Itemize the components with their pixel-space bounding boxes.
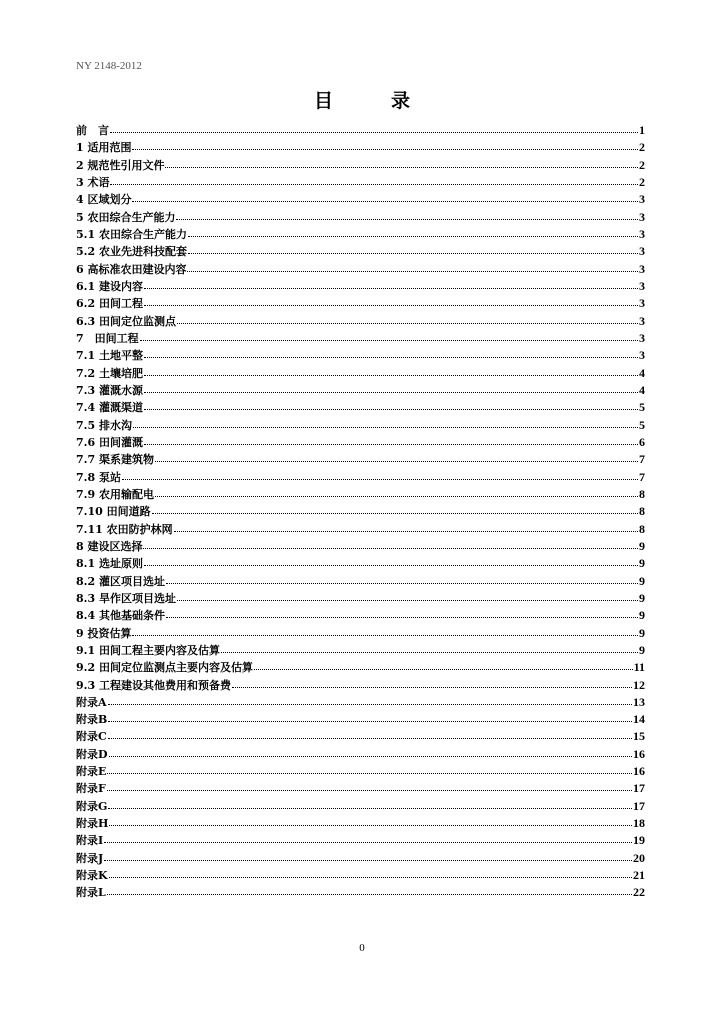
toc-leader-dots: [221, 651, 638, 653]
toc-entry[interactable]: [76, 867, 645, 884]
toc-entry-page: 3: [639, 244, 645, 259]
toc-entry[interactable]: [76, 798, 645, 815]
toc-entry-label: 7.11 农田防护林网: [76, 522, 173, 536]
toc-leader-dots: [110, 183, 638, 185]
toc-leader-dots: [176, 218, 638, 220]
toc-entry-label: 附录K: [76, 869, 108, 883]
toc-entry[interactable]: [76, 590, 645, 607]
toc-entry-page: 8: [639, 521, 645, 536]
toc-entry[interactable]: [76, 884, 645, 901]
toc-leader-dots: [166, 582, 638, 584]
toc-entry-label: 8.4 其他基础条件: [76, 609, 165, 623]
toc-leader-dots: [107, 893, 632, 895]
toc-entry-page: 21: [633, 868, 645, 883]
toc-entry-label: 8.2 灌区项目选址: [76, 574, 165, 588]
toc-entry-label: 附录L: [76, 886, 106, 900]
toc-entry[interactable]: [76, 365, 645, 382]
toc-entry[interactable]: [76, 243, 645, 260]
toc-entry[interactable]: [76, 278, 645, 295]
toc-entry[interactable]: [76, 780, 645, 797]
toc-entry-page: 16: [633, 746, 645, 761]
toc-entry[interactable]: [76, 503, 645, 520]
toc-leader-dots: [108, 737, 632, 739]
toc-leader-dots: [152, 512, 638, 514]
toc-entry[interactable]: [76, 157, 645, 174]
toc-leader-dots: [107, 772, 632, 774]
toc-leader-dots: [155, 460, 638, 462]
toc-entry-page: 2: [639, 157, 645, 172]
toc-entry[interactable]: [76, 434, 645, 451]
toc-entry-page: 1: [639, 123, 645, 137]
toc-entry-label: 附录D: [76, 747, 108, 761]
toc-leader-dots: [110, 131, 638, 133]
toc-leader-dots: [254, 668, 633, 670]
toc-entry[interactable]: [76, 815, 645, 832]
toc-entry-label: 7.4 灌溉渠道: [76, 401, 143, 415]
page-number: 0: [359, 942, 365, 954]
toc-entry-page: 5: [639, 417, 645, 432]
toc-leader-dots: [177, 322, 638, 324]
toc-entry-page: 9: [639, 642, 645, 657]
toc-leader-dots: [144, 564, 638, 566]
toc-leader-dots: [188, 252, 638, 254]
toc-entry-label: 1 适用范围: [76, 141, 132, 155]
toc-leader-dots: [166, 616, 638, 618]
toc-entry[interactable]: [76, 746, 645, 763]
document-code: NY 2148-2012: [76, 60, 142, 72]
toc-entry[interactable]: [76, 122, 645, 139]
toc-entry[interactable]: [76, 347, 645, 364]
toc-entry-page: 7: [639, 452, 645, 467]
toc-entry-page: 12: [633, 677, 645, 692]
toc-entry[interactable]: [76, 191, 645, 208]
toc-entry[interactable]: [76, 850, 645, 867]
toc-entry-page: 9: [639, 556, 645, 571]
toc-entry[interactable]: [76, 677, 645, 694]
toc-leader-dots: [144, 287, 638, 289]
toc-entry-page: 9: [639, 625, 645, 640]
toc-leader-dots: [108, 720, 632, 722]
toc-entry-page: 8: [639, 486, 645, 501]
toc-entry-label: 7.2 土壤培肥: [76, 366, 143, 380]
toc-entry-label: 6.1 建设内容: [76, 279, 143, 293]
toc-entry[interactable]: [76, 625, 645, 642]
toc-entry-page: 11: [633, 660, 645, 675]
toc-entry-label: 7.7 渠系建筑物: [76, 453, 154, 467]
toc-entry[interactable]: [76, 763, 645, 780]
toc-entry-page: 16: [633, 764, 645, 779]
toc-entry-page: 5: [639, 400, 645, 415]
toc-entry[interactable]: [76, 538, 645, 555]
toc-leader-dots: [107, 789, 632, 791]
toc-entry[interactable]: [76, 399, 645, 416]
toc-entry-label: 5 农田综合生产能力: [76, 210, 176, 224]
toc-entry-label: 9.1 田间工程主要内容及估算: [76, 643, 220, 657]
toc-entry-page: 7: [639, 469, 645, 484]
toc-entry[interactable]: [76, 521, 645, 538]
toc-entry[interactable]: [76, 174, 645, 191]
toc-entry-label: 附录A: [76, 695, 107, 709]
toc-entry-page: 17: [633, 781, 645, 796]
toc-entry[interactable]: [76, 694, 645, 711]
toc-leader-dots: [144, 304, 638, 306]
toc-entry-label: 5.1 农田综合生产能力: [76, 227, 187, 241]
toc-leader-dots: [132, 148, 638, 150]
toc-entry-page: 3: [639, 261, 645, 276]
toc-leader-dots: [108, 703, 632, 705]
toc-leader-dots: [104, 859, 632, 861]
table-of-contents: [76, 122, 645, 902]
toc-entry-page: 3: [639, 192, 645, 207]
toc-entry-page: 3: [639, 226, 645, 241]
toc-entry-page: 9: [639, 590, 645, 605]
toc-entry-label: 8 建设区选择: [76, 539, 143, 553]
toc-entry[interactable]: [76, 226, 645, 243]
toc-leader-dots: [109, 824, 632, 826]
toc-entry-page: 9: [639, 538, 645, 553]
toc-entry-page: 15: [633, 729, 645, 744]
toc-entry-label: 4 区域划分: [76, 193, 132, 207]
toc-leader-dots: [133, 426, 638, 428]
toc-entry[interactable]: [76, 451, 645, 468]
toc-entry-label: 6.3 田间定位监测点: [76, 314, 176, 328]
toc-entry-page: 17: [633, 798, 645, 813]
toc-leader-dots: [140, 339, 638, 341]
toc-entry-label: 9.3 工程建设其他费用和预备费: [76, 678, 231, 692]
toc-entry-label: 7.5 排水沟: [76, 418, 132, 432]
toc-entry-label: 6.2 田间工程: [76, 297, 143, 311]
toc-entry-page: 3: [639, 348, 645, 363]
toc-leader-dots: [187, 270, 638, 272]
toc-entry-page: 3: [639, 278, 645, 293]
toc-entry[interactable]: [76, 573, 645, 590]
toc-entry[interactable]: [76, 642, 645, 659]
toc-entry-label: 7.9 农用输配电: [76, 487, 154, 501]
toc-entry-label: 9 投资估算: [76, 626, 132, 640]
toc-entry-page: 8: [639, 504, 645, 519]
toc-entry-label: 附录E: [76, 765, 107, 779]
toc-entry-label: 2 规范性引用文件: [76, 158, 165, 172]
toc-entry-page: 3: [639, 313, 645, 328]
toc-entry-label: 附录G: [76, 799, 108, 813]
toc-entry-page: 9: [639, 608, 645, 623]
toc-entry[interactable]: [76, 469, 645, 486]
toc-entry-page: 3: [639, 209, 645, 224]
toc-entry[interactable]: [76, 139, 645, 156]
toc-entry[interactable]: [76, 607, 645, 624]
toc-entry-label: 9.2 田间定位监测点主要内容及估算: [76, 661, 253, 675]
toc-entry-page: 22: [633, 885, 645, 900]
toc-entry-page: 19: [633, 833, 645, 848]
toc-leader-dots: [104, 841, 632, 843]
toc-entry-label: 7 田间工程: [76, 331, 139, 345]
toc-entry[interactable]: [76, 382, 645, 399]
toc-leader-dots: [144, 408, 638, 410]
toc-leader-dots: [144, 374, 638, 376]
toc-entry-page: 3: [639, 296, 645, 311]
toc-entry-page: 18: [633, 816, 645, 831]
toc-entry-label: 附录B: [76, 713, 108, 727]
toc-entry[interactable]: [76, 313, 645, 330]
toc-entry-label: 5.2 农业先进科技配套: [76, 245, 187, 259]
toc-entry-page: 14: [633, 712, 645, 727]
toc-entry-label: 3 术语: [76, 175, 110, 189]
toc-entry-page: 4: [639, 382, 645, 397]
toc-entry-label: 附录I: [76, 834, 104, 848]
toc-leader-dots: [155, 495, 638, 497]
toc-entry-label: 7.8 泵站: [76, 470, 121, 484]
toc-entry[interactable]: [76, 209, 645, 226]
toc-leader-dots: [132, 634, 638, 636]
toc-entry-page: 13: [633, 694, 645, 709]
toc-leader-dots: [109, 876, 632, 878]
toc-entry-label: 附录F: [76, 782, 106, 796]
toc-entry[interactable]: [76, 417, 645, 434]
toc-entry-page: 6: [639, 434, 645, 449]
toc-entry-page: 20: [633, 850, 645, 865]
toc-entry[interactable]: [76, 555, 645, 572]
toc-entry-label: 前 言: [76, 124, 109, 137]
toc-entry[interactable]: [76, 728, 645, 745]
toc-leader-dots: [232, 686, 632, 688]
toc-entry-label: 附录J: [76, 851, 104, 865]
toc-leader-dots: [174, 530, 638, 532]
toc-leader-dots: [108, 807, 632, 809]
toc-entry-page: 3: [639, 330, 645, 345]
toc-entry[interactable]: [76, 486, 645, 503]
page-title: 目录: [313, 90, 468, 112]
toc-entry-label: 附录H: [76, 817, 109, 831]
toc-leader-dots: [122, 478, 638, 480]
toc-entry[interactable]: [76, 711, 645, 728]
toc-entry-label: 7.1 土地平整: [76, 349, 143, 363]
toc-leader-dots: [144, 391, 638, 393]
toc-entry-label: 8.1 选址原则: [76, 557, 143, 571]
toc-leader-dots: [144, 356, 638, 358]
toc-leader-dots: [177, 599, 638, 601]
toc-leader-dots: [109, 755, 632, 757]
toc-leader-dots: [143, 547, 638, 549]
toc-entry-label: 附录C: [76, 730, 107, 744]
toc-entry-label: 7.10 田间道路: [76, 505, 151, 519]
toc-entry-page: 2: [639, 140, 645, 155]
toc-entry[interactable]: [76, 832, 645, 849]
toc-leader-dots: [188, 235, 638, 237]
toc-entry-page: 9: [639, 573, 645, 588]
toc-entry-label: 7.6 田间灌溉: [76, 435, 143, 449]
toc-entry[interactable]: [76, 659, 645, 676]
toc-leader-dots: [132, 200, 638, 202]
toc-entry[interactable]: [76, 330, 645, 347]
toc-entry-label: 7.3 灌溉水源: [76, 383, 143, 397]
toc-entry-page: 2: [639, 174, 645, 189]
toc-entry-label: 6 高标准农田建设内容: [76, 262, 187, 276]
toc-leader-dots: [144, 443, 638, 445]
toc-entry[interactable]: [76, 295, 645, 312]
toc-entry-label: 8.3 旱作区项目选址: [76, 591, 176, 605]
toc-entry[interactable]: [76, 261, 645, 278]
toc-leader-dots: [165, 166, 638, 168]
toc-entry-page: 4: [639, 365, 645, 380]
